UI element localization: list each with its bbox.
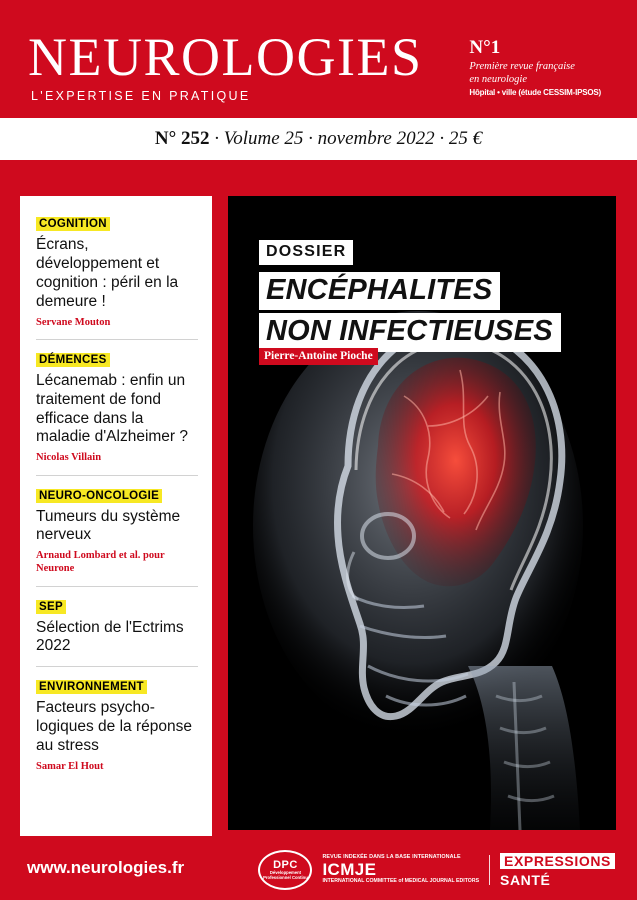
magazine-tagline: L'EXPERTISE EN PRATIQUE: [31, 89, 251, 103]
divider: [36, 475, 198, 476]
teaser-title: Facteurs psycho-logiques de la réponse au stress: [36, 699, 192, 755]
footer-divider: [489, 855, 490, 885]
teaser-author: Nicolas Villain: [36, 452, 102, 464]
teaser-author: Samar El Hout: [36, 761, 104, 773]
footer: [0, 840, 637, 900]
teaser-item[interactable]: [36, 350, 198, 465]
dpc-logo: [258, 850, 312, 890]
teaser-title: Écrans, développement et cognition : péril en la demeure !: [36, 236, 179, 310]
teaser-item[interactable]: [36, 486, 198, 576]
teaser-column: [20, 196, 212, 836]
publisher-line-1: EXPRESSIONS: [500, 853, 615, 869]
divider: [36, 666, 198, 667]
icmje-bottom-text: INTERNATIONAL COMMITTEE of MEDICAL JOURNAL EDITORS: [322, 878, 480, 885]
icmje-main-text: ICMJE: [322, 859, 377, 879]
badge-line-1: Première revue française: [469, 60, 575, 72]
number-one-badge: [469, 36, 601, 98]
dpc-logo-main: DPC: [273, 858, 298, 871]
teaser-tag: DÉMENCES: [36, 353, 110, 367]
divider: [36, 586, 198, 587]
magazine-logo-title: NEUROLOGIES: [28, 27, 423, 87]
teaser-item[interactable]: [36, 677, 198, 773]
issue-details: · Volume 25 · novembre 2022 · 25 €: [214, 128, 483, 149]
dossier-author: Pierre-Antoine Pioche: [259, 348, 378, 365]
footer-logos: [258, 850, 615, 890]
teaser-author: Arnaud Lombard et al. pour Neurone: [36, 550, 165, 575]
teaser-author: Servane Mouton: [36, 316, 111, 328]
publisher-line-2: SANTÉ: [500, 872, 551, 888]
badge-line-2: en neurologie: [469, 73, 528, 85]
dossier-title-line-1: ENCÉPHALITES: [259, 272, 500, 310]
issue-bar: [0, 118, 637, 160]
icmje-top-text: REVUE INDEXÉE DANS LA BASE INTERNATIONALE: [322, 853, 461, 860]
badge-rank: N°1: [469, 37, 501, 58]
dossier-title: [259, 272, 561, 355]
dossier-title-line-2: NON INFECTIEUSES: [259, 313, 561, 351]
teaser-tag: COGNITION: [36, 217, 110, 231]
teaser-title: Tumeurs du système nerveux: [36, 507, 181, 544]
dossier-label: DOSSIER: [259, 240, 353, 265]
divider: [36, 339, 198, 340]
dpc-logo-sub: Développement Professionnel Continu: [263, 870, 308, 880]
masthead: [0, 0, 637, 118]
icmje-logo: [322, 855, 479, 885]
issue-number: N° 252: [154, 128, 210, 149]
publisher-logo: [500, 853, 615, 887]
cover-image-panel: [228, 196, 616, 830]
teaser-tag: SEP: [36, 600, 66, 614]
teaser-tag: ENVIRONNEMENT: [36, 680, 147, 694]
teaser-item[interactable]: [36, 214, 198, 329]
teaser-tag: NEURO-ONCOLOGIE: [36, 489, 162, 503]
teaser-title: Lécanemab : enfin un traitement de fond efficace dans la maladie d'Alzheimer ?: [36, 371, 189, 446]
issue-line: [155, 128, 482, 150]
website-link[interactable]: www.neurologies.fr: [27, 858, 185, 877]
badge-line-3: Hôpital • ville (étude CESSIM-IPSOS): [469, 88, 601, 97]
teaser-item[interactable]: [36, 597, 198, 657]
teaser-title: Sélection de l'Ectrims 2022: [36, 618, 184, 655]
